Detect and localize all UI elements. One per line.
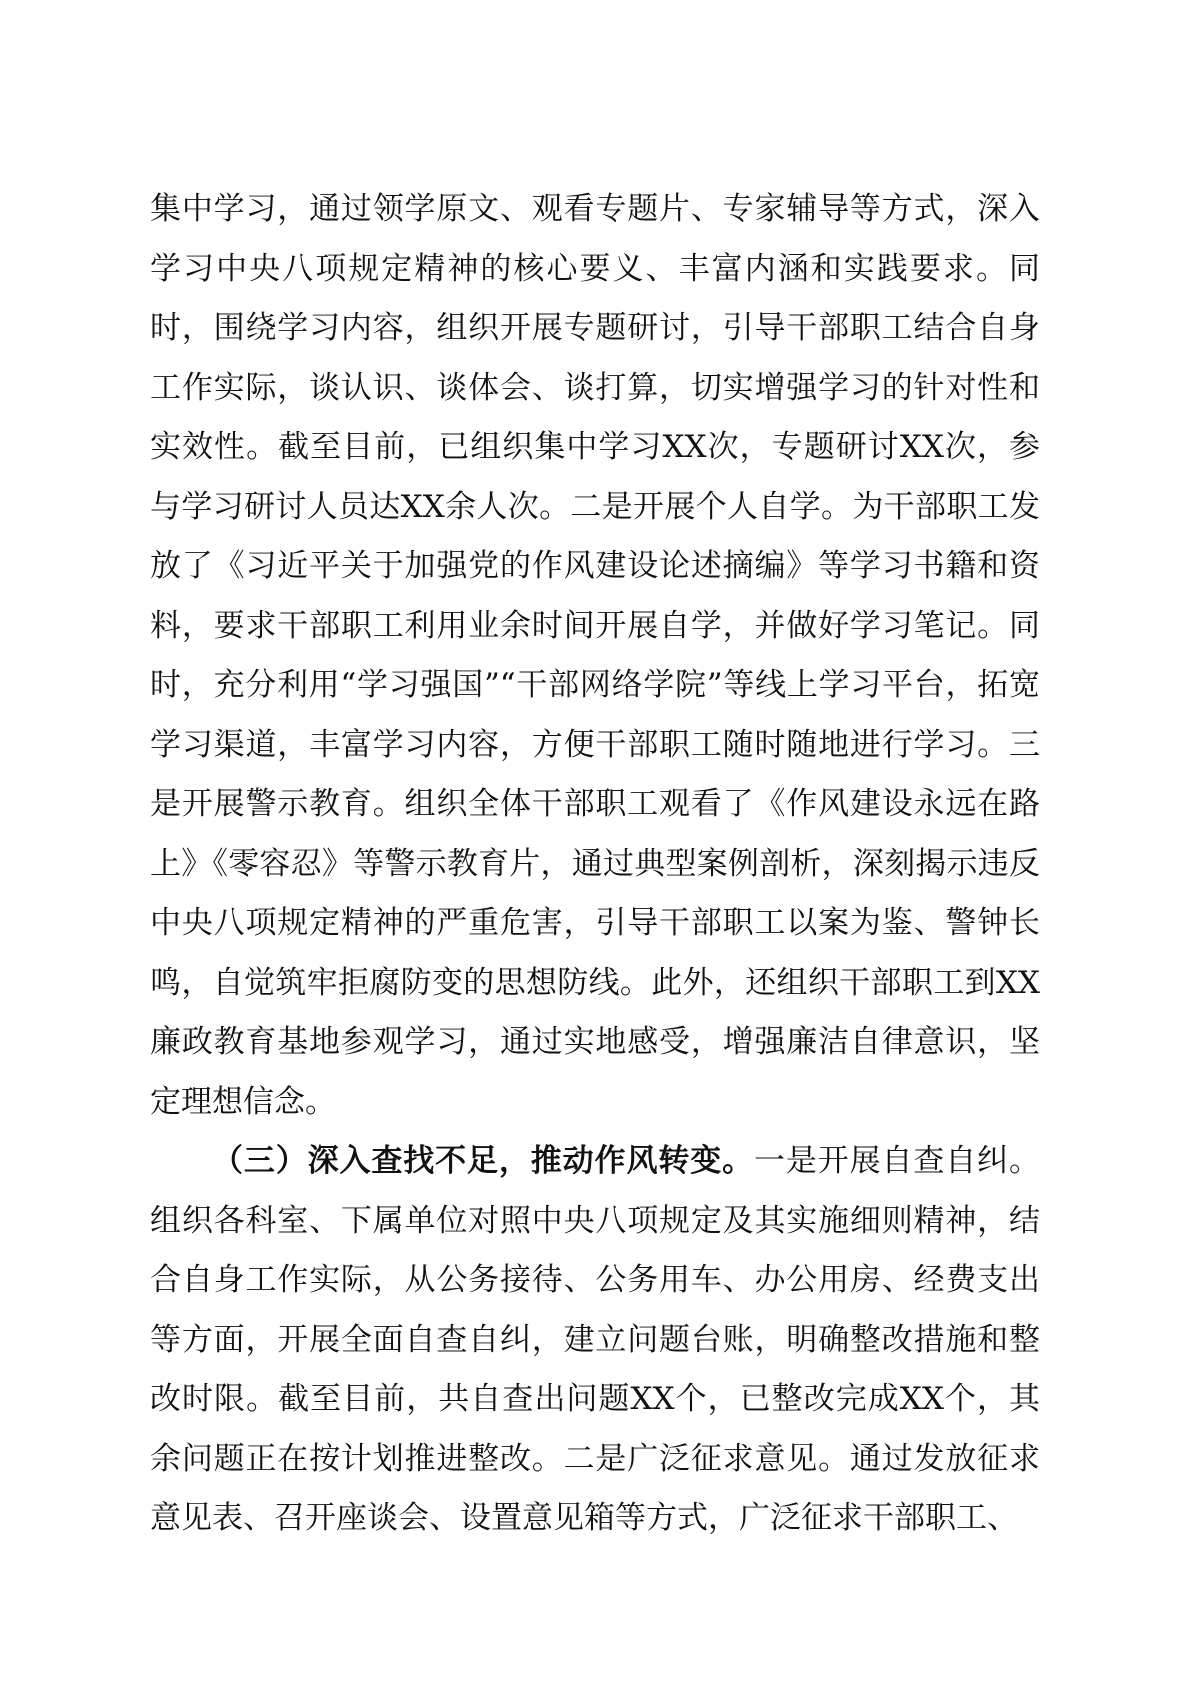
- section-3-heading: （三）深入查找不足，推动作风转变。: [212, 1143, 754, 1179]
- paragraph-section-3: [150, 1132, 1040, 1549]
- section-3-body: 一是开展自查自纠。组织各科室、下属单位对照中央八项规定及其实施细则精神，结合自身工作实际，从公务接待、公务用车、办公用房、经费支出等方面，开展全面自查自纠，建立问题台账，明确整改措施和整改时限。截至目前，共自查出问题XX个，已整改完成XX个，其余问题正在按计划推进整改。二是广泛征求意见。通过发放征求意见表、召开座谈会、设置意见箱等方式，广泛征求干部职工、: [150, 1143, 1041, 1536]
- document-body: [150, 180, 1040, 1549]
- paragraph-study-measures: 集中学习，通过领学原文、观看专题片、专家辅导等方式，深入学习中央八项规定精神的核心要义、丰富内涵和实践要求。同时，围绕学习内容，组织开展专题研讨，引导干部职工结合自身工作实际，谈认识、谈体会、谈打算，切实增强学习的针对性和实效性。截至目前，已组织集中学习XX次，专题研讨XX次，参与学习研讨人员达XX余人次。二是开展个人自学。为干部职工发放了《习近平关于加强党的作风建设论述摘编》等学习书籍和资料，要求干部职工利用业余时间开展自学，并做好学习笔记。同时，充分利用“学习强国”“干部网络学院”等线上学习平台，拓宽学习渠道，丰富学习内容，方便干部职工随时随地进行学习。三是开展警示教育。组织全体干部职工观看了《作风建设永远在路上》《零容忍》等警示教育片，通过典型案例剖析，深刻揭示违反中央八项规定精神的严重危害，引导干部职工以案为鉴、警钟长鸣，自觉筑牢拒腐防变的思想防线。此外，还组织干部职工到XX廉政教育基地参观学习，通过实地感受，增强廉洁自律意识，坚定理想信念。: [150, 191, 1040, 1120]
